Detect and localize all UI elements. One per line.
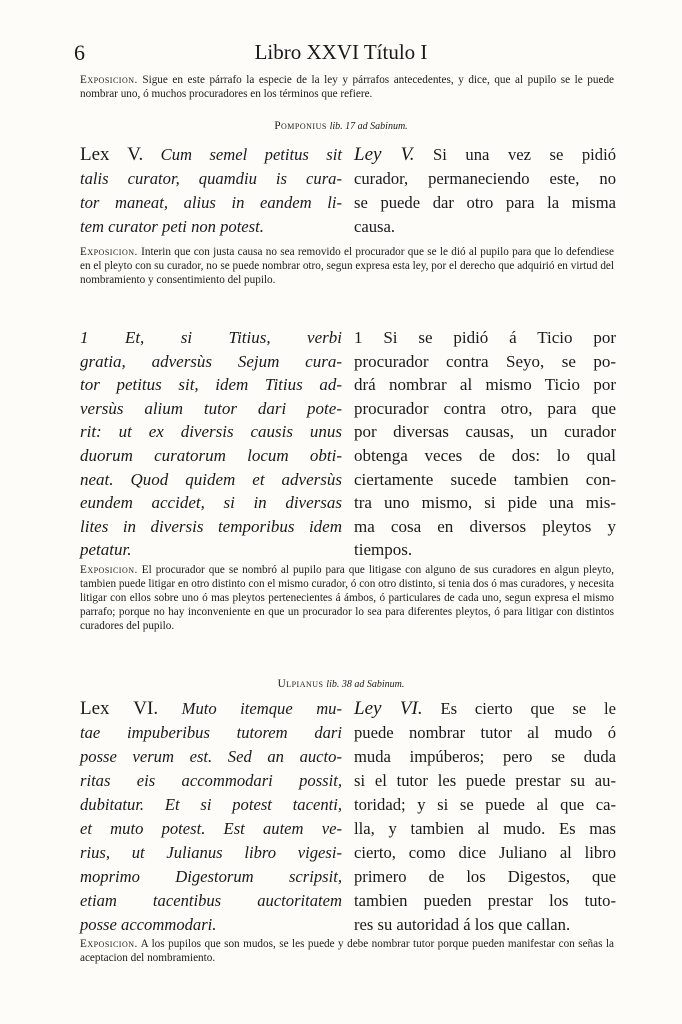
- spanish-line: primero de los Digestos, que: [354, 867, 616, 886]
- latin-line: et muto potest. Est autem ve-: [80, 819, 342, 838]
- spanish-line: muda impúberos; pero se duda: [354, 747, 616, 766]
- latin-line: 1 Et, si Titius, verbi: [80, 328, 342, 347]
- lex-vi-latin: [80, 697, 342, 937]
- spanish-line: lla, y tambien al mudo. Es mas: [354, 819, 616, 838]
- spanish-line: se puede dar otro para la misma: [354, 193, 616, 212]
- spanish-line: por diversas causas, un curador: [354, 422, 616, 442]
- spanish-line: Si una vez se pidió: [433, 145, 616, 164]
- ley-v-spanish: [354, 143, 616, 239]
- latin-line: Muto itemque mu-: [181, 699, 342, 718]
- latin-line: tor maneat, alius in eandem li-: [80, 193, 342, 212]
- spanish-line: Es cierto que se le: [440, 699, 616, 718]
- spanish-line: 1 Si se pidió á Ticio por: [354, 328, 616, 347]
- latin-line: rit: ut ex diversis causis unus: [80, 422, 342, 442]
- spanish-line: procurador contra otro, para que: [354, 398, 616, 418]
- exposicion-1: [80, 73, 614, 101]
- spanish-line: procurador contra Seyo, se po-: [354, 351, 616, 371]
- spanish-line: tra uno mismo, si pide una mis-: [354, 493, 616, 513]
- latin-line: neat. Quod quidem et adversùs: [80, 469, 342, 489]
- source-ref: lib. 17 ad Sabinum.: [329, 121, 408, 132]
- spanish-line: drá nombrar al mismo Ticio por: [354, 375, 616, 395]
- latin-line: talis curator, quamdiu is cura-: [80, 169, 342, 188]
- paragraph-1-spanish: [354, 326, 616, 562]
- running-title: Libro XXVI Título I: [254, 40, 428, 64]
- spanish-line: causa.: [354, 217, 395, 236]
- latin-line: eundem accidet, si in diversas: [80, 493, 342, 513]
- source-author: Ulpianus: [277, 678, 324, 690]
- latin-line: tae impuberibus tutorem dari: [80, 723, 342, 742]
- spanish-line: obtenga veces de dos: lo qual: [354, 445, 616, 465]
- spanish-line: si el tutor les puede prestar su au-: [354, 771, 616, 790]
- latin-line: duorum curatorum locum obti-: [80, 445, 342, 465]
- spanish-line: puede nombrar tutor al mudo ó: [354, 723, 616, 742]
- exposicion-label: Exposicion.: [80, 246, 138, 258]
- latin-line: petatur.: [80, 540, 132, 560]
- lex-heading: Lex VI.: [80, 698, 159, 719]
- latin-line: tor petitus sit, idem Titius ad-: [80, 375, 342, 395]
- spanish-line: tiempos.: [354, 540, 413, 560]
- latin-line: versùs alium tutor dari pote-: [80, 398, 342, 418]
- lex-v-latin: [80, 143, 342, 239]
- exposicion-text: A los pupilos que son mudos, se les puede y debe nombrar tutor porque pueden manifestar con señas la aceptacion del nombramiento.: [80, 938, 614, 964]
- exposicion-2: [80, 245, 614, 287]
- ley-heading: Ley V.: [354, 144, 415, 165]
- source-citation-1: [0, 120, 682, 132]
- spanish-line: ciertamente sucede tambien con-: [354, 469, 616, 489]
- exposicion-text: Sigue en este párrafo la especie de la ley y párrafos antecedentes, y dice, que al pupilo se le puede nombrar uno, ó muchos procuradores en los términos que refiere.: [80, 74, 615, 100]
- spanish-line: cierto, como dice Juliano al libro: [354, 843, 616, 862]
- latin-line: moprimo Digestorum scripsit,: [80, 867, 342, 886]
- ley-vi-spanish: [354, 697, 616, 937]
- latin-line: posse verum est. Sed an aucto-: [80, 747, 342, 766]
- exposicion-text: El procurador que se nombró al pupilo para que litigase con alguno de sus curadores en algun pleyto, tambien puede litigar en otro distinto con el mismo curador, ó con otro distinto, si tenia dos ó mas curadores, y necesita litigar con ellos sobre uno ó mas pleytos pertenecientes á ámbos, ó particulares de cada uno, segun expresa el mismo parrafo; porque no hay inconveniente en que un procurador lo sea para diferentes pleytos, ó para litigar con distintos curadores del pupilo.: [80, 564, 614, 632]
- exposicion-label: Exposicion.: [80, 938, 138, 950]
- latin-line: dubitatur. Et si potest tacenti,: [80, 795, 342, 814]
- latin-line: ritas eis accommodari possit,: [80, 771, 342, 790]
- spanish-line: tambien pueden prestar los tuto-: [354, 891, 616, 910]
- latin-line: gratia, adversùs Sejum cura-: [80, 351, 342, 371]
- latin-line: etiam tacentibus auctoritatem: [80, 891, 342, 910]
- latin-line: rius, ut Julianus libro vigesi-: [80, 843, 342, 862]
- latin-line: tem curator peti non potest.: [80, 217, 264, 236]
- ley-heading: Ley VI.: [354, 698, 423, 719]
- exposicion-3: [80, 563, 614, 633]
- spanish-line: ma cosa en diversos pleytos y: [354, 516, 616, 536]
- lex-heading: Lex V.: [80, 144, 144, 165]
- source-author: Pomponius: [274, 120, 327, 132]
- source-citation-2: [0, 678, 682, 690]
- latin-line: posse accommodari.: [80, 915, 217, 934]
- exposicion-text: Interin que con justa causa no sea removido el procurador que se le dió al pupilo para que lo defendiese en el pleyto con su curador, no se puede nombrar otro, segun expresa esta ley, por el derecho que adquirió en virtud del nombramiento y consentimiento del pupilo.: [80, 246, 615, 286]
- spanish-line: res su autoridad á los que callan.: [354, 915, 571, 934]
- spanish-line: toridad; y si se puede al que ca-: [354, 795, 616, 814]
- page-number: 6: [74, 40, 85, 65]
- latin-line: Cum semel petitus sit: [160, 145, 342, 164]
- latin-line: lites in diversis temporibus idem: [80, 516, 342, 536]
- spanish-line: curador, permaneciendo este, no: [354, 169, 616, 188]
- exposicion-4: [80, 937, 614, 965]
- paragraph-1-latin: [80, 326, 342, 562]
- source-ref: lib. 38 ad Sabinum.: [326, 679, 405, 690]
- exposicion-label: Exposicion.: [80, 564, 138, 576]
- exposicion-label: Exposicion.: [80, 74, 138, 86]
